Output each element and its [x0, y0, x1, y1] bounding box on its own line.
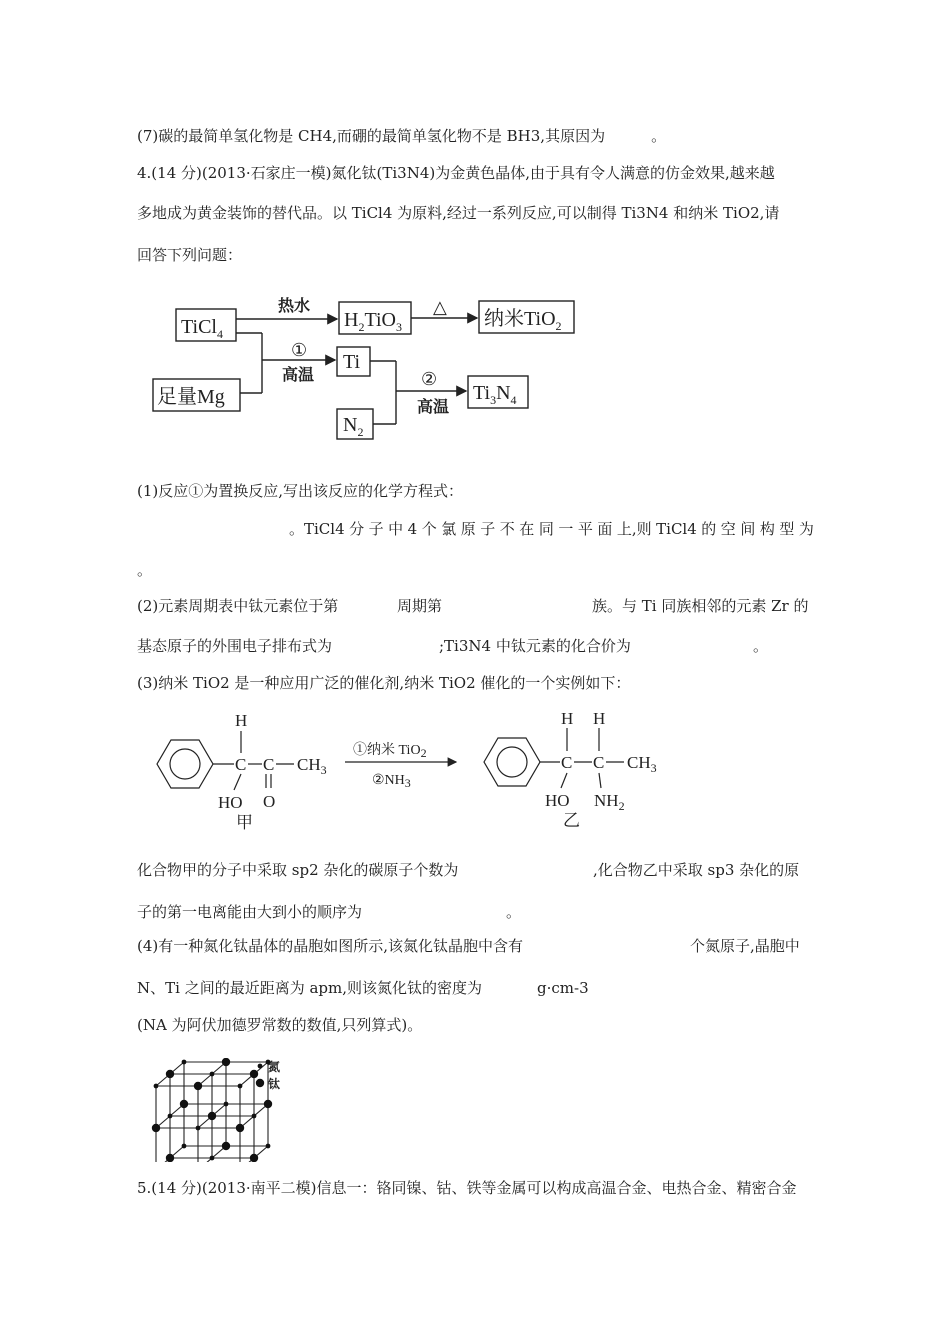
q4-p1-word: 在 — [519, 520, 535, 538]
n-atom — [196, 1126, 201, 1131]
yi-label: 乙 — [563, 811, 580, 830]
ti-atom — [250, 1070, 258, 1078]
n-atom — [210, 1156, 215, 1161]
q4-p1-word: 型 — [779, 520, 795, 538]
q4-p2-part-3: 族。与 Ti 同族相邻的元素 Zr 的 — [592, 597, 809, 615]
reaction-flow-diagram — [140, 288, 590, 448]
q4-p1-word: 分 — [349, 520, 365, 538]
q4-p1-word: 同 — [538, 520, 554, 538]
heat-symbol: △ — [433, 297, 447, 317]
hot-water-label: 热水 — [278, 298, 311, 315]
q4-p1-word: 为 — [798, 520, 814, 538]
benzene-ring-jia — [157, 740, 213, 788]
benzene-ring-yi — [484, 738, 540, 786]
n-atom — [266, 1144, 271, 1149]
q4-p1-word: 构 — [759, 520, 775, 538]
q4-p3-line-1: (3)纳米 TiO2 是一种应用广泛的催化剂,纳米 TiO2 催化的一个实例如下： — [137, 674, 631, 692]
q4-p1-word: 个 — [421, 520, 437, 538]
n-atom — [224, 1102, 229, 1107]
legend-n-dot — [258, 1064, 263, 1069]
n2-label: $N_2$ — [343, 414, 364, 439]
n-atom — [182, 1060, 187, 1065]
crystal-cell-figure — [144, 1058, 294, 1162]
yi-NH2: $NH_2$ — [594, 791, 625, 813]
jia-C2: C — [263, 755, 275, 774]
q4-p1-word: 子 — [368, 520, 384, 538]
q4-p1-word: 4 — [407, 520, 418, 538]
n-atom — [210, 1072, 215, 1077]
ti-atom — [250, 1154, 258, 1162]
q4-p1-word: 不 — [499, 520, 515, 538]
q4-intro-line-1: 4.(14 分)(2013·石家庄一模)氮化钛(Ti3N4)为金黄色晶体,由于具有令人满意的仿金效果,越来越 — [137, 164, 775, 182]
q4-p1-word: 的 — [701, 520, 717, 538]
ti-atom — [166, 1070, 174, 1078]
yi-HO: HO — [545, 791, 570, 810]
ti-atom — [152, 1124, 160, 1132]
ticl4-label: TiCl$_4$ — [181, 316, 223, 341]
q7-text: (7)碳的最简单氢化物是 CH4,而硼的最简单氢化物不是 BH3,其原因为 — [137, 127, 606, 145]
q4-p3-line2-b: ,化合物乙中采取 sp3 杂化的原 — [593, 861, 800, 879]
q4-p4-line1-a: (4)有一种氮化钛晶体的晶胞如图所示,该氮化钛晶胞中含有 — [137, 937, 524, 955]
q4-p1-line-1: (1)反应①为置换反应,写出该反应的化学方程式： — [137, 482, 464, 500]
q4-intro-line-3: 回答下列问题： — [137, 246, 243, 264]
legend-n-label: 氮 — [268, 1060, 281, 1074]
q4-p4-line1-b: 个氮原子,晶胞中 — [690, 937, 800, 955]
q4-p1-word: 面 — [597, 520, 613, 538]
q7-tail: 。 — [651, 127, 667, 145]
q4-p1-word: 。TiCl4 — [289, 520, 345, 538]
ti-atom — [222, 1058, 230, 1066]
q4-p1-word: 中 — [388, 520, 404, 538]
q4-p4-line-3: (NA 为阿伏加德罗常数的数值,只列算式)。 — [137, 1016, 423, 1034]
q4-p3-line3-b: 。 — [506, 903, 522, 921]
q4-p2-part-2: 周期第 — [397, 597, 443, 615]
mg-label: 足量Mg — [157, 386, 225, 408]
ti-atom — [236, 1124, 244, 1132]
q4-p1-word: TiCl4 — [656, 520, 697, 538]
ti-label: Ti — [343, 351, 361, 373]
jia-CH3: $CH_3$ — [297, 755, 327, 777]
q4-intro-line-2: 多地成为黄金装饰的替代品。以 TiCl4 为原料,经过一系列反应,可以制得 Ti3N4 和纳米 TiO2,请 — [137, 204, 780, 222]
q4-p1-word: 一 — [558, 520, 574, 538]
organic-reaction-scheme — [150, 706, 670, 836]
jia-label: 甲 — [236, 813, 253, 832]
q4-p3-line2-a: 化合物甲的分子中采取 sp2 杂化的碳原子个数为 — [137, 861, 459, 879]
n-atom — [182, 1144, 187, 1149]
q4-p1-word: 空 — [720, 520, 736, 538]
yi-C1: C — [561, 753, 573, 772]
q4-p1-word: 氯 — [441, 520, 457, 538]
step1-label: ① — [291, 340, 308, 360]
ti-atom — [180, 1100, 188, 1108]
condition-1: ①纳米 TiO2 — [353, 743, 427, 760]
q4-p2-part-1: (2)元素周期表中钛元素位于第 — [137, 597, 339, 615]
q4-p2-line2-a: 基态原子的外围电子排布式为 — [137, 637, 333, 655]
jia-O: O — [263, 792, 276, 811]
q4-p4-line2-b: g·cm-3 — [537, 979, 589, 997]
yi-CH3: $CH_3$ — [627, 753, 657, 775]
ti-atom — [194, 1082, 202, 1090]
yi-H1: H — [561, 709, 574, 728]
high-temp-1-label: 高温 — [282, 367, 315, 384]
q4-p2-line2-c: 。 — [753, 637, 769, 655]
q4-p1-word: 间 — [740, 520, 756, 538]
legend-ti-dot — [256, 1079, 264, 1087]
ti-atom — [208, 1112, 216, 1120]
n-atom — [238, 1084, 243, 1089]
yi-H2: H — [593, 709, 606, 728]
n-atom — [168, 1114, 173, 1119]
ti-atom — [264, 1100, 272, 1108]
ti-atom — [166, 1154, 174, 1162]
legend-ti-label: 钛 — [268, 1077, 281, 1091]
q7-line — [137, 126, 666, 146]
q4-p1-line-2 — [289, 519, 814, 539]
step2-label: ② — [421, 369, 438, 389]
high-temp-2-label: 高温 — [417, 399, 450, 416]
jia-HO: HO — [218, 793, 243, 812]
q4-p1-word: 平 — [577, 520, 593, 538]
ti-atom — [222, 1142, 230, 1150]
yi-C2: C — [593, 753, 605, 772]
q4-p3-line3-a: 子的第一电离能由大到小的顺序为 — [137, 903, 363, 921]
h2tio3-label: $H_2TiO_3$ — [344, 309, 402, 334]
q4-p1-word: 上,则 — [616, 520, 652, 538]
ti3n4-label: $Ti_3N_4$ — [473, 382, 517, 407]
q4-p2-line2-b: ;Ti3N4 中钛元素的化合价为 — [439, 637, 631, 655]
q4-p4-line2-a: N、Ti 之间的最近距离为 apm,则该氮化钛的密度为 — [137, 979, 483, 997]
q5-line-1: 5.(14 分)(2013·南平二模)信息一：铬同镍、钴、铁等金属可以构成高温合金、电热合金、精密合金 — [137, 1179, 797, 1197]
q4-p1-word: 原 — [460, 520, 476, 538]
q4-p1-word: 子 — [480, 520, 496, 538]
n-atom — [154, 1084, 159, 1089]
q4-p1-line-3: 。 — [137, 561, 153, 579]
jia-H: H — [235, 711, 248, 730]
nano-tio2-label: 纳米TiO$_2$ — [484, 308, 562, 333]
n-atom — [252, 1114, 257, 1119]
condition-2: ②NH3 — [372, 773, 411, 790]
jia-C1: C — [235, 755, 247, 774]
